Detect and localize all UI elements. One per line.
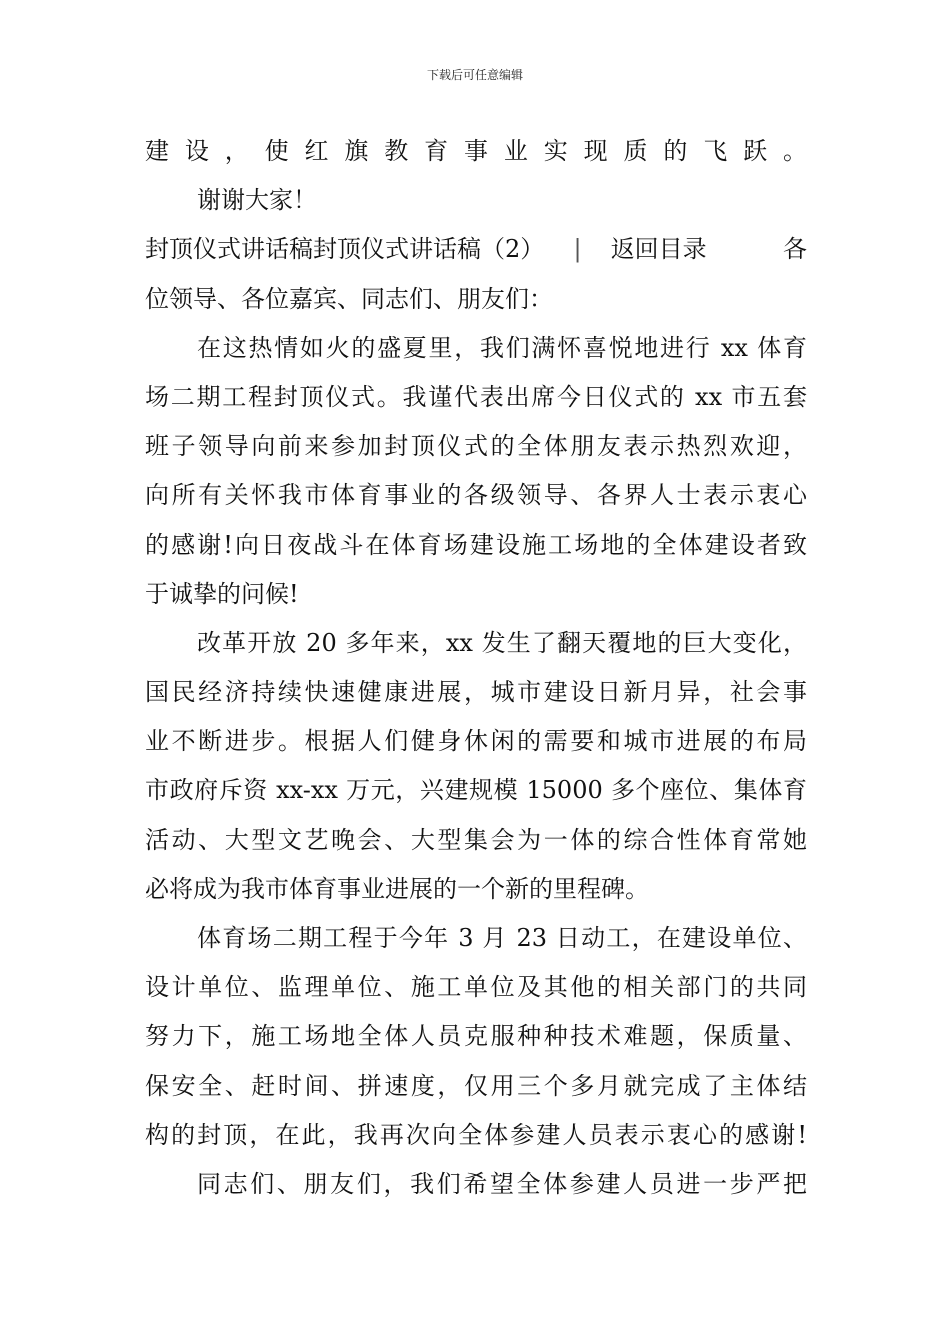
paragraph-line: 保安全、赶时间、拼速度，仅用三个多月就完成了主体结: [145, 1071, 807, 1100]
paragraph-line: 班子领导向前来参加封顶仪式的全体朋友表示热烈欢迎，: [145, 432, 807, 461]
title-separator: |: [573, 235, 582, 264]
paragraph-line: 于诚挚的问候!: [145, 579, 299, 608]
paragraph-line: 改革开放 20 多年来，xx 发生了翻天覆地的巨大变化，: [197, 628, 807, 657]
paragraph-line: 的感谢!向日夜战斗在体育场建设施工场地的全体建设者致: [145, 530, 807, 559]
paragraph-line: 向所有关怀我市体育事业的各级领导、各界人士表示衷心: [145, 481, 807, 510]
document-body: [145, 128, 807, 1210]
paragraph-line: 国民经济持续快速健康进展，城市建设日新月异，社会事: [145, 678, 807, 707]
header-note: 下载后可任意编辑: [426, 68, 523, 82]
paragraph-line: 必将成为我市体育事业进展的一个新的里程碑。: [145, 874, 649, 903]
title-tail-text: 各: [783, 235, 807, 264]
paragraph-line: 建设，使红旗教育事业实现质的飞跃。: [145, 137, 807, 165]
paragraph-line: 努力下，施工场地全体人员克服种种技术难题，保质量、: [145, 1022, 807, 1051]
back-to-toc-link[interactable]: 返回目录: [610, 235, 707, 264]
paragraph-line: 在这热情如火的盛夏里，我们满怀喜悦地进行 xx 体育: [197, 333, 807, 362]
paragraph-line: 设计单位、监理单位、施工单位及其他的相关部门的共同: [145, 973, 807, 1002]
paragraph-line: 业不断进步。根据人们健身休闲的需要和城市进展的布局: [145, 727, 807, 756]
paragraph-line: 体育场二期工程于今年 3 月 23 日动工，在建设单位、: [197, 924, 807, 952]
paragraph-line: 同志们、朋友们，我们希望全体参建人员进一步严把: [197, 1169, 807, 1198]
paragraph-line: 活动、大型文艺晚会、大型集会为一体的综合性体育常她: [145, 825, 807, 854]
paragraph-line: 构的封顶，在此，我再次向全体参建人员表示衷心的感谢!: [145, 1120, 807, 1149]
paragraph-line: 市政府斥资 xx-xx 万元，兴建规模 15000 多个座位、集体育: [145, 776, 807, 805]
paragraph-line: 位领导、各位嘉宾、同志们、朋友们：: [145, 284, 553, 313]
paragraph-line: 场二期工程封顶仪式。我谨代表出席今日仪式的 xx 市五套: [145, 382, 807, 411]
section-title-line: [145, 226, 807, 275]
section-title: 封顶仪式讲话稿封顶仪式讲话稿（2）: [145, 235, 545, 264]
paragraph-line: 谢谢大家！: [197, 186, 317, 215]
